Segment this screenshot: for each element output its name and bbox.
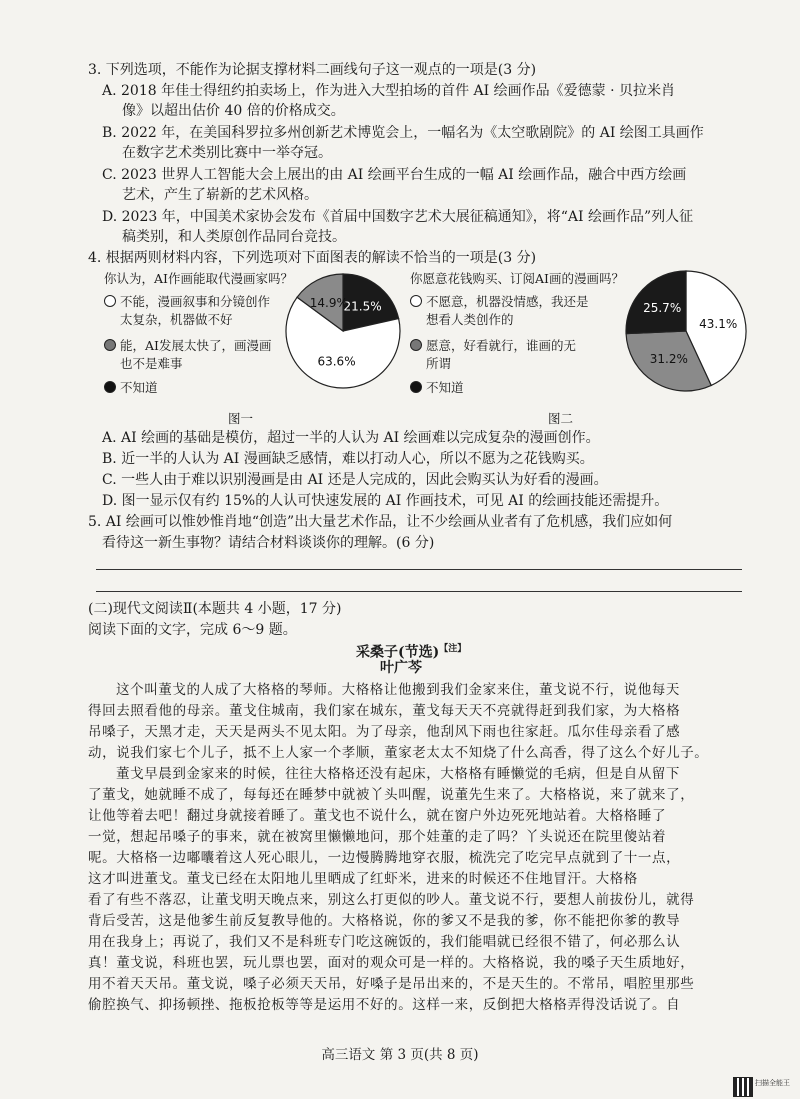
pie-slice-label: 21.5% (343, 299, 382, 314)
chart2-legend-label: 愿意，好看就行，谁画的无 (426, 338, 577, 353)
q3-option-a-cont: 像》以超出估价 40 倍的价格成交。 (122, 103, 345, 119)
q3-option-b-cont: 在数字艺术类别比赛中一举夺冠。 (122, 145, 332, 161)
q4-option-b: B. 近一半的人认为 AI 漫画缺乏感情，难以打动人心，所以不愿为之花钱购买。 (102, 451, 594, 467)
q3-option-c: C. 2023 世界人工智能大会上展出的由 AI 绘画平台生成的一幅 AI 绘画作品，融合中西方绘画 (102, 167, 687, 183)
chart1-legend-item (104, 379, 158, 396)
scanner-watermark: 扫描全能王 (755, 1079, 790, 1087)
passage-line: 动，说我们家七个儿子，抵不上人家一个孝顺，董家老太太不知烧了什么高香，得了这么个好儿子。 (88, 745, 709, 761)
passage-line: 用不着天天吊。董戈说，嗓子必须天天吊，好嗓子是吊出来的，不是天生的。不常吊，唱腔里那些 (88, 976, 695, 992)
legend-marker-gray (104, 339, 116, 351)
answer-line (96, 569, 742, 570)
passage-line: 用在我身上；再说了，我们又不是科班专门吃这碗饭的，我们能唱就已经很不错了，何必那么认 (88, 934, 681, 950)
passage-line: 让他等着去吧！翻过身就接着睡了。董戈也不说什么，就在窗户外边死死地站着。大格格睡了 (88, 808, 667, 824)
q3-option-a: A. 2018 年佳士得纽约拍卖场上，作为进入大型拍场的首件 AI 绘画作品《爱德蒙 · 贝拉米肖 (102, 83, 675, 99)
pie-slice-label: 63.6% (317, 354, 356, 369)
chart2-question: 你愿意花钱购买、订阅AI画的漫画吗？ (410, 271, 624, 286)
q3-option-c-cont: 艺术，产生了崭新的艺术风格。 (122, 187, 318, 203)
passage-line: 背后受苦，这是他爹生前反复教导他的。大格格说，你的爹又不是我的爹，你不能把你爹的教导 (88, 913, 681, 929)
passage-line: 呢。大格格一边嘟囔着这人死心眼儿，一边慢腾腾地穿衣服，梳洗完了吃完早点就到了十一点， (88, 850, 681, 866)
chart1-legend-label: 不能，漫画叙事和分镜创作 (120, 294, 271, 309)
page-footer: 高三语文 第 3 页(共 8 页) (321, 1047, 479, 1063)
chart2-legend-label: 不知道 (426, 380, 464, 395)
passage-line: 这个叫董戈的人成了大格格的琴师。大格格让他搬到我们金家来住，董戈说不行，说他每天 (116, 682, 680, 698)
legend-marker-black (104, 381, 116, 393)
qr-code-icon (733, 1077, 753, 1097)
chart2-legend-label-cont: 想看人类创作的 (426, 312, 514, 327)
chart1-title: 图一 (228, 411, 254, 426)
section-heading: (二)现代文阅读Ⅱ(本题共 4 小题，17 分) (88, 601, 342, 617)
chart1-pie (285, 267, 401, 395)
chart2-legend-label-cont: 所谓 (426, 356, 452, 371)
q5-stem-cont: 看待这一新生事物？请结合材料谈谈你的理解。(6 分) (102, 535, 435, 551)
answer-line (96, 591, 742, 592)
passage-author: 叶广芩 (380, 660, 422, 676)
chart2-legend-item (410, 379, 464, 396)
passage-line: 吊嗓子，天黑才走，天天是两头不见太阳。为了母亲，他刮风下雨也往家赶。瓜尔佳母亲看了感 (88, 724, 681, 740)
q4-stem: 4. 根据两则材料内容，下列选项对下面图表的解读不恰当的一项是(3 分) (88, 250, 537, 266)
q3-option-b: B. 2022 年，在美国科罗拉多州创新艺术博览会上，一幅名为《太空歌剧院》的 AI 绘图工具画作 (102, 125, 704, 141)
chart1-legend-item (104, 337, 271, 354)
chart2-legend-item (410, 293, 589, 310)
chart2-pie (622, 267, 750, 395)
chart2-title: 图二 (548, 411, 574, 426)
q3-option-d-cont: 稿类别，和人类原创作品同台竞技。 (122, 229, 346, 245)
pie-slice-label: 43.1% (699, 316, 738, 331)
chart2-legend-item (410, 337, 576, 354)
chart1-legend-label: 不知道 (120, 380, 158, 395)
passage-line: 得回去照看他的母亲。董戈住城南，我们家在城东，董戈每天天不亮就得赶到我们家，为大格格 (88, 703, 681, 719)
chart1-legend-item (104, 293, 270, 310)
pie-slice-label: 31.2% (649, 352, 688, 367)
passage-line: 看了有些不落忍，让董戈明天晚点来，别这么打更似的吵人。董戈说不行，要想人前拔份儿，就得 (88, 892, 695, 908)
chart1-legend-label-cont: 也不是难事 (120, 356, 183, 371)
q4-option-d: D. 图一显示仅有约 15%的人认可快速发展的 AI 作画技术，可见 AI 的绘画技能还需提升。 (102, 493, 669, 509)
legend-marker-white (104, 295, 116, 307)
passage-line: 了董戈，她就睡不成了，每每还在睡梦中就被丫头叫醒，说董先生来了。大格格说，来了就来了， (88, 787, 695, 803)
q4-option-c: C. 一些人由于难以识别漫画是由 AI 还是人完成的，因此会购买认为好看的漫画。 (102, 472, 608, 488)
q5-stem: 5. AI 绘画可以惟妙惟肖地“创造”出大量艺术作品，让不少绘画从业者有了危机感，我们应如何 (88, 514, 673, 530)
chart1-legend-label-cont: 太复杂，机器做不好 (120, 312, 233, 327)
chart1-legend-label: 能，AI发展太快了，画漫画 (120, 338, 272, 353)
passage-line: 一觉，想起吊嗓子的事来，就在被窝里懒懒地问，那个娃董的走了吗？丫头说还在院里傻站着 (88, 829, 667, 845)
passage-line: 董戈早晨到金家来的时候，往往大格格还没有起床，大格格有睡懒觉的毛病，但是自从留下 (116, 766, 680, 782)
passage-line: 真！董戈说，科班也罢，玩儿票也罢，面对的观众可是一样的。大格格说，我的嗓子天生质地好， (88, 955, 695, 971)
passage-line: 偷腔换气、抑扬顿挫、拖板抢板等等是运用不好的。这样一来，反倒把大格格弄得没话说了。自 (88, 997, 681, 1013)
pie-slice-label: 14.9% (309, 296, 348, 311)
legend-marker-white (410, 295, 422, 307)
passage-line: 这才叫进董戈。董戈已经在太阳地儿里晒成了红虾米，进来的时候还不住地冒汗。大格格 (88, 871, 638, 887)
q3-option-d: D. 2023 年，中国美术家协会发布《首届中国数字艺术大展征稿通知》，将“AI 绘画作品”列人征 (102, 209, 694, 225)
section-instruction: 阅读下面的文字，完成 6～9 题。 (88, 622, 297, 638)
chart2-legend-label: 不愿意，机器没情感，我还是 (426, 294, 589, 309)
q3-stem: 3. 下列选项，不能作为论据支撑材料二画线句子这一观点的一项是(3 分) (88, 62, 537, 78)
passage-title-text: 采桑子(节选) (356, 644, 440, 661)
legend-marker-gray (410, 339, 422, 351)
pie-slice-label: 25.7% (643, 301, 682, 316)
chart1-question: 你认为，AI作画能取代漫画家吗？ (104, 271, 293, 286)
passage-note-marker: 【注】 (439, 644, 467, 654)
legend-marker-black (410, 381, 422, 393)
q4-option-a: A. AI 绘画的基础是模仿，超过一半的人认为 AI 绘画难以完成复杂的漫画创作。 (102, 430, 600, 446)
